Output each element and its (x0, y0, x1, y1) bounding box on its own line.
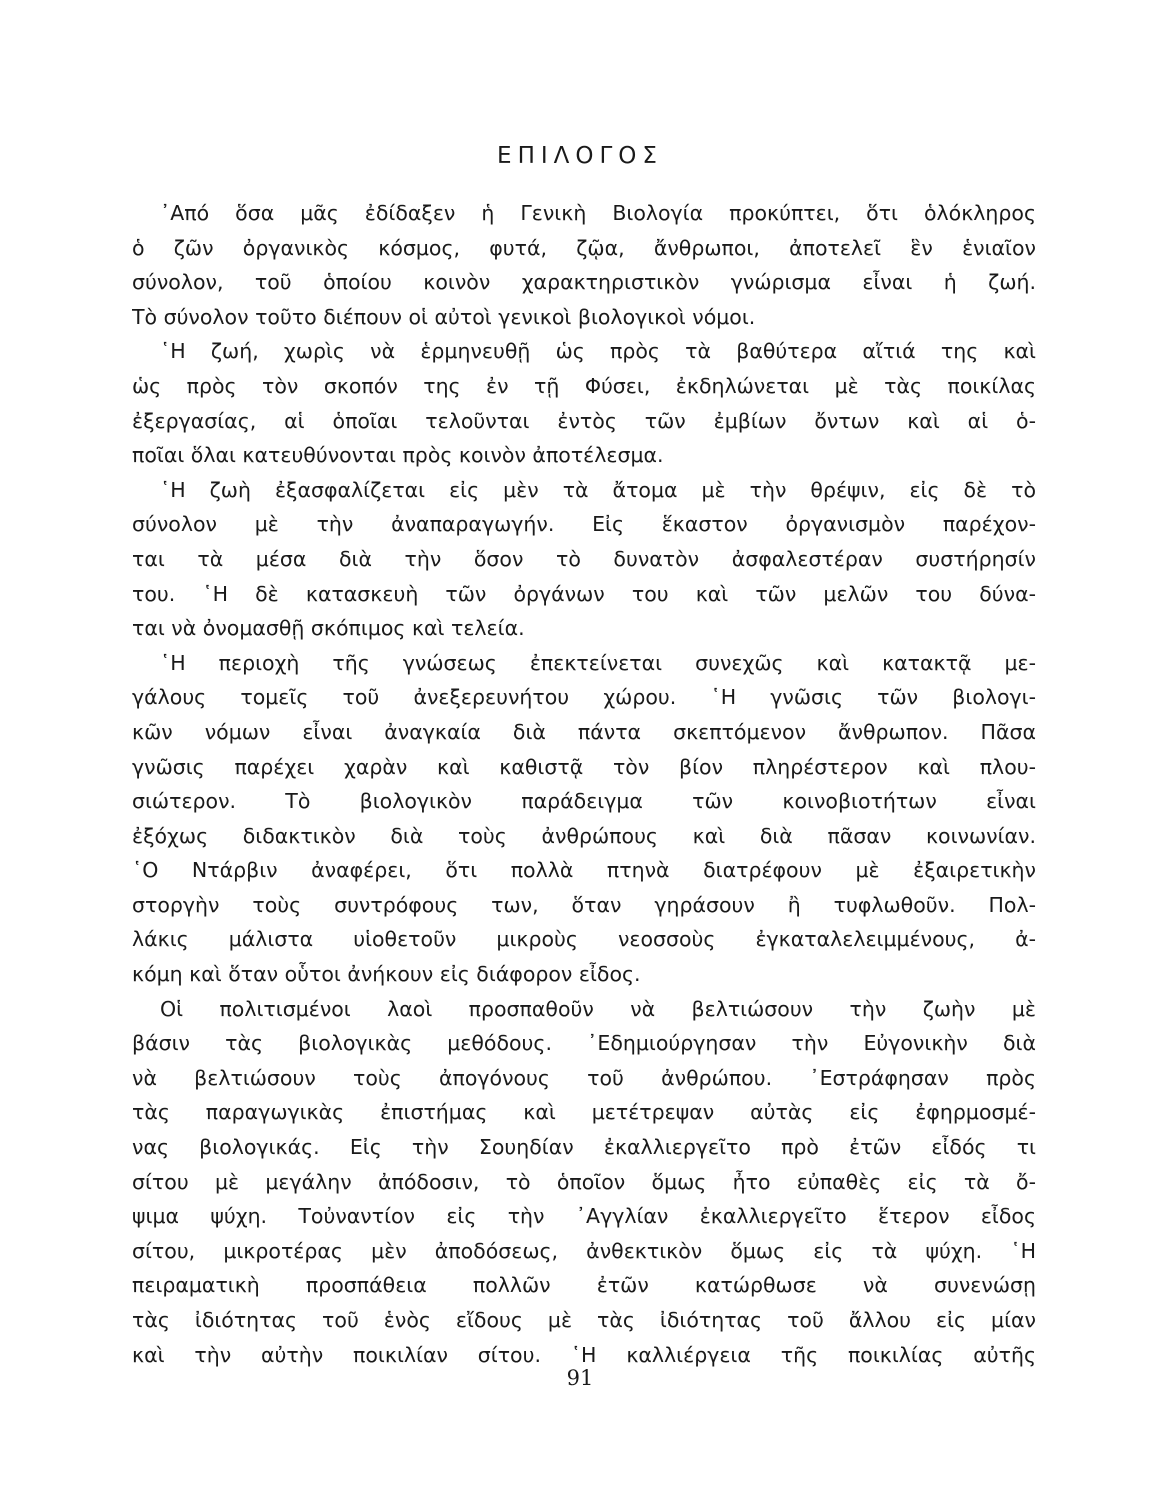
text-line: ποῖαι ὅλαι κατευθύνονται πρὸς κοινὸν ἀποτέλεσμα. (132, 443, 664, 468)
text-line: ται νὰ ὀνομασθῇ σκόπιμος καὶ τελεία. (132, 616, 525, 641)
text-line: κῶν νόμων εἶναι ἀναγκαία διὰ πάντα σκεπτόμενον ἄνθρωπον. Πᾶσα (132, 719, 1036, 744)
body-text (132, 196, 1036, 1372)
text-line: γνῶσις παρέχει χαρὰν καὶ καθιστᾷ τὸν βίον πληρέστερον καὶ πλου- (132, 754, 1036, 779)
text-line: σύνολον μὲ τὴν ἀναπαραγωγήν. Εἰς ἕκαστον ὀργανισμὸν παρέχον- (132, 512, 1036, 537)
text-line: ῾Ο Ντάρβιν ἀναφέρει, ὅτι πολλὰ πτηνὰ διατρέφουν μὲ ἐξαιρετικὴν (132, 858, 1036, 883)
text-line: καὶ τὴν αὐτὴν ποικιλίαν σίτου. ῾Η καλλιέργεια τῆς ποικιλίας αὐτῆς (132, 1342, 1036, 1367)
text-line: ται τὰ μέσα διὰ τὴν ὅσον τὸ δυνατὸν ἀσφαλεστέραν συστήρησίν (132, 546, 1036, 571)
text-line: ᾿Από ὅσα μᾶς ἐδίδαξεν ἡ Γενικὴ Βιολογία προκύπτει, ὅτι ὁλόκληρος (160, 201, 1036, 225)
paragraph-2 (132, 334, 1036, 472)
text-line: νὰ βελτιώσουν τοὺς ἀπογόνους τοῦ ἀνθρώπου. ᾿Εστράφησαν πρὸς (132, 1065, 1036, 1090)
text-line: σιώτερον. Τὸ βιολογικὸν παράδειγμα τῶν κοινοβιοτήτων εἶναι (132, 789, 1036, 814)
text-line: ῾Η ζωὴ ἐξασφαλίζεται εἰς μὲν τὰ ἄτομα μὲ τὴν θρέψιν, εἰς δὲ τὸ (160, 477, 1036, 502)
text-line: ὁ ζῶν ὀργανικὸς κόσμος, φυτά, ζῷα, ἄνθρωποι, ἀποτελεῖ ἓν ἑνιαῖον (132, 235, 1036, 260)
paragraph-5 (132, 992, 1036, 1373)
text-line: ῾Η περιοχὴ τῆς γνώσεως ἐπεκτείνεται συνεχῶς καὶ κατακτᾷ με- (160, 650, 1036, 675)
text-line: βάσιν τὰς βιολογικὰς μεθόδους. ᾿Εδημιούργησαν τὴν Εὐγονικὴν διὰ (132, 1031, 1036, 1056)
text-line: ῾Η ζωή, χωρὶς νὰ ἑρμηνευθῇ ὡς πρὸς τὰ βαθύτερα αἴτιά της καὶ (160, 339, 1036, 364)
text-line: Οἱ πολιτισμένοι λαοὶ προσπαθοῦν νὰ βελτιώσουν τὴν ζωὴν μὲ (160, 996, 1036, 1021)
text-line: κόμη καὶ ὅταν οὗτοι ἀνήκουν εἰς διάφορον εἶδος. (132, 962, 641, 987)
chapter-title: ΕΠΙΛΟΓΟΣ (497, 143, 663, 170)
text-line: πειραματικὴ προσπάθεια πολλῶν ἐτῶν κατώρθωσε νὰ συνενώσῃ (132, 1273, 1036, 1298)
page-number: 91 (566, 1366, 594, 1390)
paragraph-1 (132, 196, 1036, 334)
text-line: τὰς παραγωγικὰς ἐπιστήμας καὶ μετέτρεψαν αὐτὰς εἰς ἐφηρμοσμέ- (132, 1100, 1036, 1125)
text-line: Τὸ σύνολον τοῦτο διέπουν οἱ αὐτοὶ γενικοὶ βιολογικοὶ νόμοι. (132, 304, 756, 329)
text-line: σίτου, μικροτέρας μὲν ἀποδόσεως, ἀνθεκτικὸν ὅμως εἰς τὰ ψύχη. ῾Η (132, 1238, 1036, 1263)
paragraph-4 (132, 646, 1036, 992)
text-line: του. ῾Η δὲ κατασκευὴ τῶν ὀργάνων του καὶ τῶν μελῶν του δύνα- (132, 581, 1036, 606)
text-line: ἐξόχως διδακτικὸν διὰ τοὺς ἀνθρώπους καὶ διὰ πᾶσαν κοινωνίαν. (132, 823, 1036, 848)
paragraph-3 (132, 473, 1036, 646)
text-line: νας βιολογικάς. Εἰς τὴν Σουηδίαν ἐκαλλιεργεῖτο πρὸ ἐτῶν εἶδός τι (132, 1135, 1036, 1160)
text-line: σίτου μὲ μεγάλην ἀπόδοσιν, τὸ ὁποῖον ὅμως ἦτο εὐπαθὲς εἰς τὰ ὄ- (132, 1169, 1036, 1194)
text-line: ἐξεργασίας, αἱ ὁποῖαι τελοῦνται ἐντὸς τῶν ἐμβίων ὄντων καὶ αἱ ὁ- (132, 408, 1036, 433)
text-line: τὰς ἰδιότητας τοῦ ἑνὸς εἴδους μὲ τὰς ἰδιότητας τοῦ ἄλλου εἰς μίαν (132, 1308, 1036, 1332)
text-line: ὡς πρὸς τὸν σκοπόν της ἐν τῇ Φύσει, ἐκδηλώνεται μὲ τὰς ποικίλας (132, 373, 1036, 398)
text-line: λάκις μάλιστα υἱοθετοῦν μικροὺς νεοσσοὺς ἐγκαταλελειμμένους, ἀ- (132, 927, 1036, 952)
text-line: γάλους τομεῖς τοῦ ἀνεξερευνήτου χώρου. ῾Η γνῶσις τῶν βιολογι- (132, 685, 1036, 710)
text-line: στοργὴν τοὺς συντρόφους των, ὅταν γηράσουν ἢ τυφλωθοῦν. Πολ- (132, 892, 1036, 917)
text-line: ψιμα ψύχη. Τοὐναντίον εἰς τὴν ᾿Αγγλίαν ἐκαλλιεργεῖτο ἕτερον εἶδος (132, 1204, 1036, 1229)
text-line: σύνολον, τοῦ ὁποίου κοινὸν χαρακτηριστικὸν γνώρισμα εἶναι ἡ ζωή. (132, 270, 1036, 295)
